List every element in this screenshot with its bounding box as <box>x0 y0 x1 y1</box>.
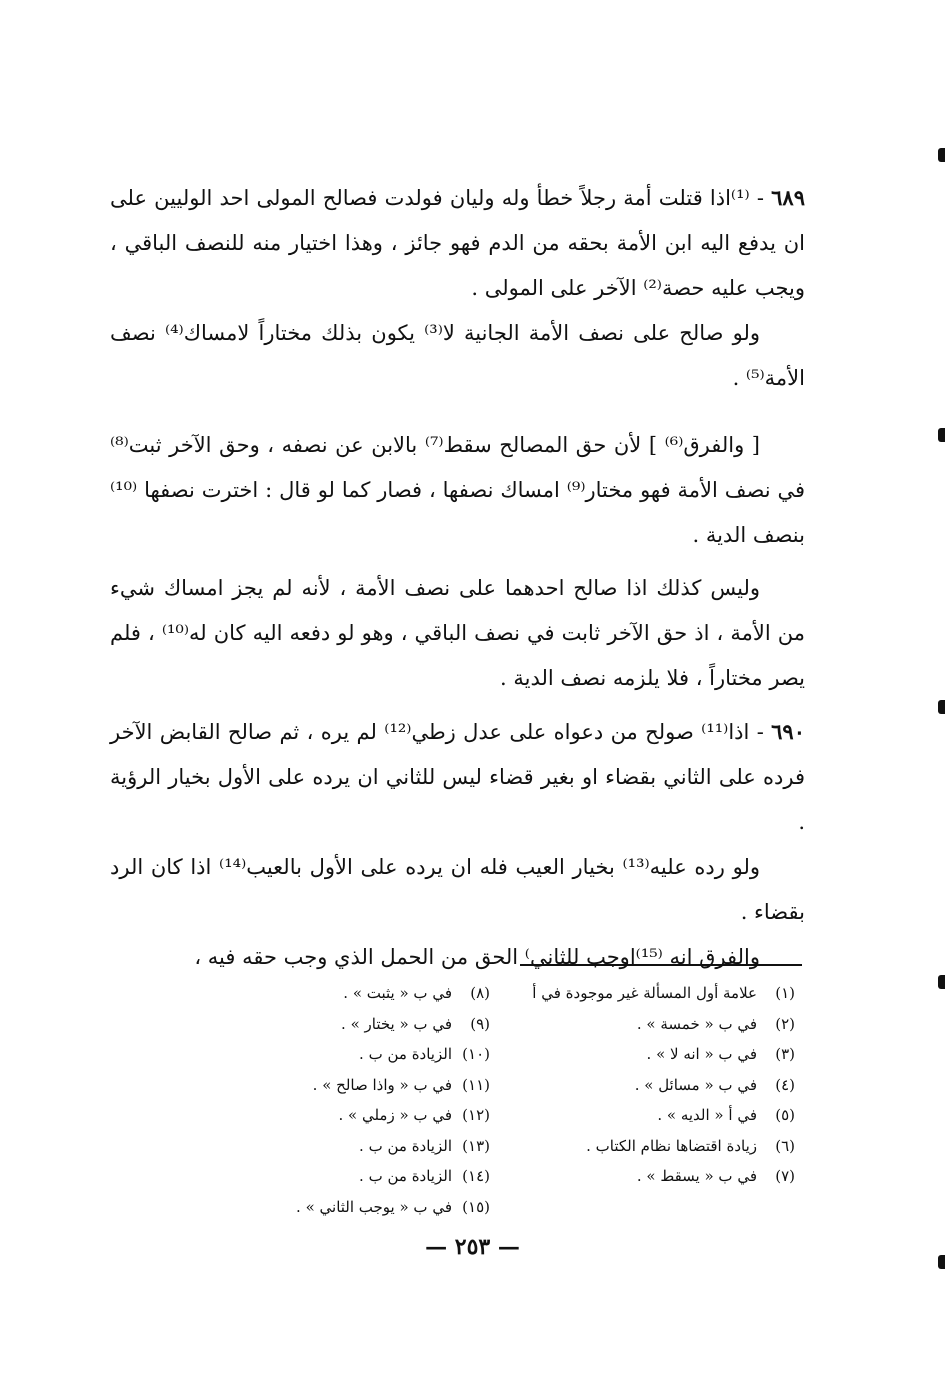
paragraph: [ والفرق⁽⁶⁾ ] لأن حق المصالح سقط⁽⁷⁾ بالابن عن نصفه ، وحق الآخر ثبت⁽⁸⁾ في نصف الأمة فهو مختار⁽⁹⁾ امساك نصفها ، فصار كما لو قال : اخترت نصفها ⁽¹⁰⁾بنصف الدية . <box>110 433 805 547</box>
footnote: (١٣)الزيادة من ب . <box>359 1136 490 1155</box>
paragraph: والفرق انه ⁽¹⁵⁾اوجب للثاني⁾ الحق من الحمل الذي وجب حقه فيه ، <box>194 945 760 969</box>
footnote: (٣)في ب « انه لا » . <box>646 1045 795 1063</box>
page-number: — ٢٥٣ — <box>425 1234 520 1260</box>
footnotes-column-left <box>225 978 490 1222</box>
footnote: (١)علامة أول المسألة غير موجودة في أ <box>532 984 795 1002</box>
paragraph-text: - ⁽¹⁾اذا قتلت أمة رجلاً خطأ وله وليان فولدت فصالح المولى احد الوليين على ان يدفع اليه ابن الأمة بحقه من الدم فهو جائز ، وهذا اختيار منه للنصف الباقي ، ويجب عليه حصة⁽²⁾ الآخر على المولى . <box>110 186 805 300</box>
scan-edge-mark <box>938 148 945 162</box>
footnote: (٤)في ب « مسائل » . <box>634 1075 795 1094</box>
scan-edge-mark <box>938 428 945 442</box>
footnotes <box>225 978 795 1222</box>
footnote: (٦)زيادة اقتضاها نظام الكتاب . <box>586 1136 795 1155</box>
paragraph-text: - اذا⁽¹¹⁾ صولح من دعواه على عدل زطي⁽¹²⁾ لم يره ، ثم صالح القابض الآخر فرده على الثاني بقضاء او بغير قضاء ليس للثاني ان يرده على الأول بخيار الرؤية . <box>110 720 805 834</box>
paragraph: ولو صالح على نصف الأمة الجانية لا⁽³⁾ يكون بذلك مختاراً لامساك⁽⁴⁾ نصف الأمة⁽⁵⁾ . <box>110 321 805 390</box>
footnote: (١٠)الزيادة من ب . <box>359 1045 490 1063</box>
paragraph-689 <box>110 175 805 311</box>
footnote: (١٤)الزيادة من ب . <box>359 1167 490 1185</box>
footnote: (٧)في ب « يسقط » . <box>636 1167 795 1185</box>
paragraph: وليس كذلك اذا صالح احدهما على نصف الأمة ، لأنه لم يجز امساك شيء من الأمة ، اذ حق الآخر ثابت في نصف الباقي ، وهو لو دفعه اليه كان له⁽¹⁰⁾ ، فلم يصر مختاراً ، فلا يلزمه نصف الدية . <box>110 576 805 690</box>
footnote: (١٥)في ب « يوجب الثاني » . <box>296 1197 490 1216</box>
footnote: (٩)في ب « يختار » . <box>341 1014 490 1033</box>
issue-number: ٦٩٠ <box>771 719 805 744</box>
scan-edge-mark <box>938 700 945 714</box>
footnote-divider <box>520 964 802 966</box>
paragraph-690 <box>110 709 805 845</box>
footnote: (١١)في ب « واذا صالح » . <box>312 1075 490 1094</box>
scan-edge-mark <box>938 1255 945 1269</box>
footnote: (١٢)في ب « زملي » . <box>338 1106 490 1124</box>
footnote: (٢)في ب « خمسة » . <box>636 1014 795 1033</box>
footnotes-column-right <box>530 978 795 1222</box>
scan-edge-mark <box>938 975 945 989</box>
footnote: (٨)في ب « يثبت » . <box>343 984 490 1002</box>
footnote: (٥)في أ « الديه » . <box>657 1106 795 1124</box>
issue-number: ٦٨٩ <box>771 185 805 210</box>
paragraph: ولو رده عليه⁽¹³⁾ بخيار العيب فله ان يرده على الأول بالعيب⁽¹⁴⁾ اذا كان الرد بقضاء . <box>110 855 805 924</box>
main-text <box>110 175 805 980</box>
